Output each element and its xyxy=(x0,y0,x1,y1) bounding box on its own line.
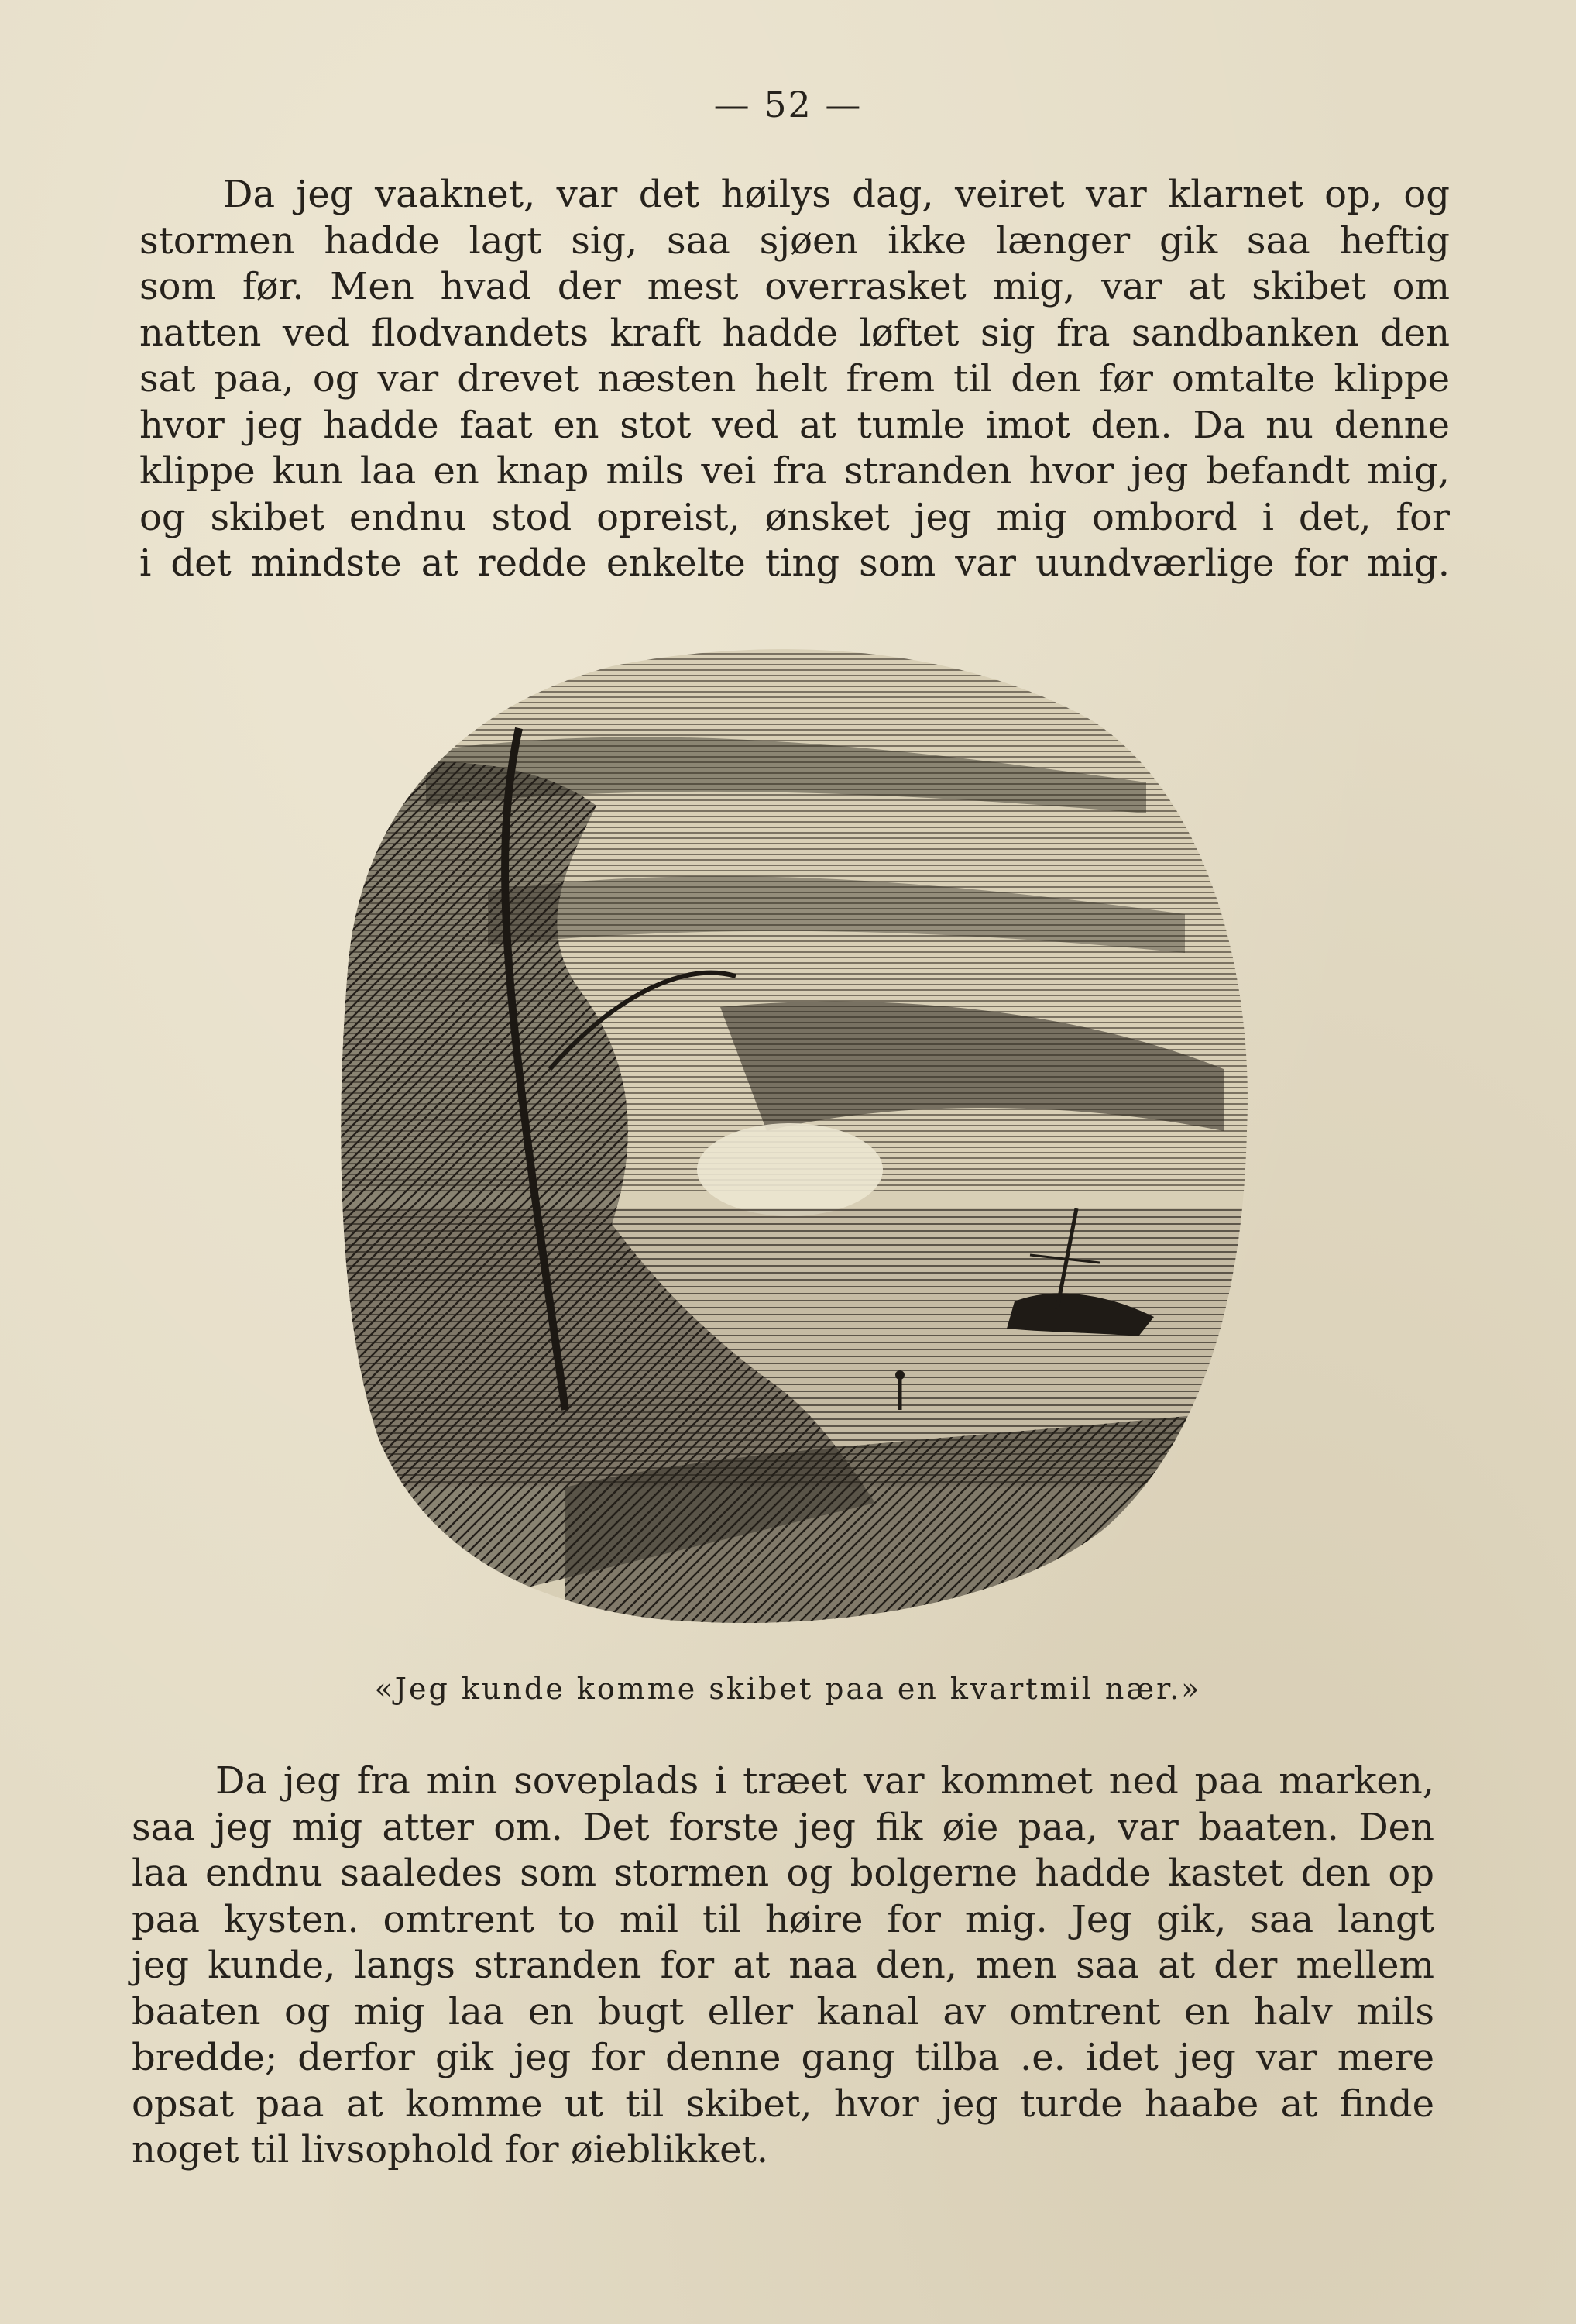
paragraph-1 xyxy=(139,172,1450,587)
text-line: i det mindste at redde enkelte ting som var uundværlige for mig. xyxy=(139,541,1450,585)
text-line: paa kysten. omtrent to mil til høire for mig. Jeg gik, saa langt xyxy=(132,1897,1434,1941)
text-line: bredde; derfor gik jeg for denne gang tilba .e. idet jeg var mere xyxy=(132,2036,1434,2079)
text-line: hvor jeg hadde faat en stot ved at tumle imot den. Da nu denne xyxy=(139,403,1450,447)
text-line: Da jeg vaaknet, var det høilys dag, veiret var klarnet op, og xyxy=(223,173,1450,216)
text-line: sat paa, og var drevet næsten helt frem til den før omtalte klippe xyxy=(139,357,1450,401)
text-line: jeg kunde, langs stranden for at naa den, men saa at der mellem xyxy=(132,1944,1434,1987)
text-line: Da jeg fra min soveplads i træet var kommet ned paa marken, xyxy=(215,1759,1434,1803)
text-line: natten ved flodvandets kraft hadde løftet sig fra sandbanken den xyxy=(139,311,1450,355)
text-line: klippe kun laa en knap mils vei fra stranden hvor jeg befandt mig, xyxy=(139,449,1450,493)
engraving-illustration xyxy=(333,635,1262,1635)
text-line: laa endnu saaledes som stormen og bolgerne hadde kastet den op xyxy=(132,1851,1434,1895)
text-line: som før. Men hvad der mest overrasket mig, var at skibet om xyxy=(139,265,1450,308)
text-line: opsat paa at komme ut til skibet, hvor jeg turde haabe at finde xyxy=(132,2082,1434,2126)
paragraph-2 xyxy=(132,1758,1434,2174)
illustration-caption: «Jeg kunde komme skibet paa en kvartmil nær.» xyxy=(374,1672,1202,1706)
text-line: og skibet endnu stod opreist, ønsket jeg mig ombord i det, for xyxy=(139,495,1450,539)
text-line: baaten og mig laa en bugt eller kanal av omtrent en halv mils xyxy=(132,1989,1434,2033)
text-line: saa jeg mig atter om. Det forste jeg fik øie paa, var baaten. Den xyxy=(132,1805,1434,1849)
page-number: — 52 — xyxy=(713,84,863,125)
text-line: noget til livsophold for øieblikket. xyxy=(132,2128,769,2171)
text-line: stormen hadde lagt sig, saa sjøen ikke længer gik saa heftig xyxy=(139,218,1450,263)
